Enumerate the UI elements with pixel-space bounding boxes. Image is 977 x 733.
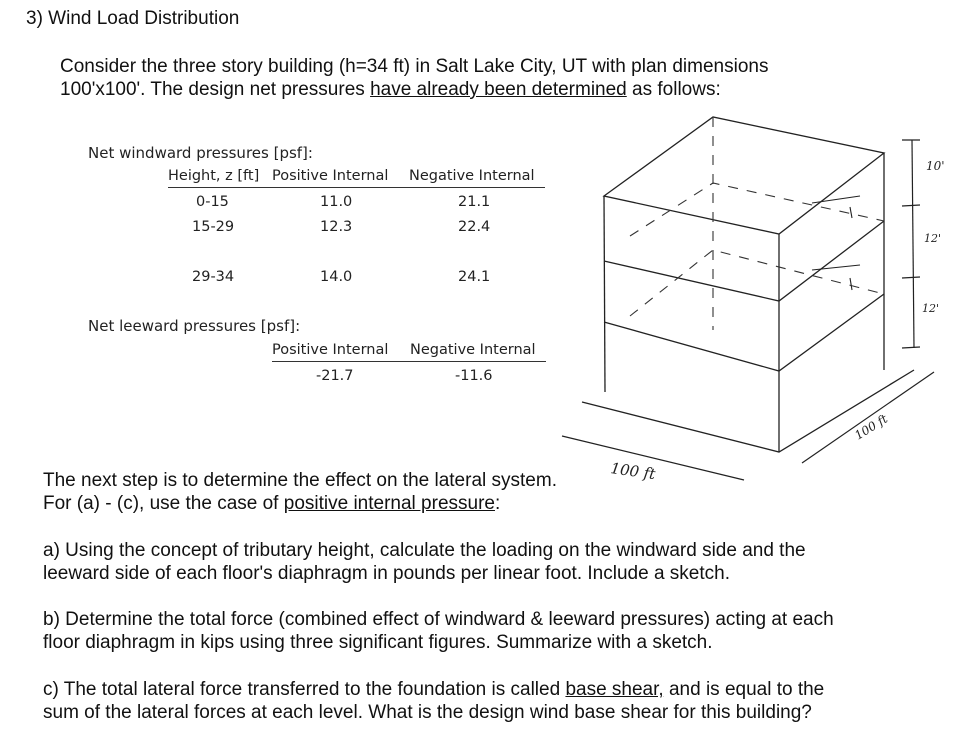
windward-row-2-height: 15-29: [192, 219, 235, 235]
story-label-top: 10': [926, 159, 945, 173]
intro-underlined-phrase: have already been determined: [370, 79, 627, 100]
windward-row-1-positive: 11.0: [320, 194, 353, 210]
windward-header-negative: Negative Internal: [409, 168, 535, 184]
brace-mark-3: [850, 207, 852, 218]
next-step-line-2: [43, 492, 557, 515]
story-label-middle: 12': [924, 232, 942, 245]
windward-row-3-height: 29-34: [192, 269, 235, 285]
windward-header-positive: Positive Internal: [272, 168, 389, 184]
intro-line-1: Consider the three story building (h=34 ft) in Salt Lake City, UT with plan dimensions: [60, 56, 769, 77]
next-step-line-2-suffix: :: [494, 493, 501, 514]
windward-row-2-positive: 12.3: [320, 219, 353, 235]
floor-line-3: [604, 221, 884, 301]
windward-row-2-negative: 22.4: [458, 219, 491, 235]
question-c-line-1: [43, 678, 824, 701]
leeward-header-positive: Positive Internal: [272, 342, 389, 358]
question-a: [43, 539, 806, 585]
problem-heading: 3) Wind Load Distribution: [26, 8, 240, 29]
question-b-line-2: floor diaphragm in kips using three significant figures. Summarize with a sketch.: [43, 632, 713, 653]
question-c-line-2: sum of the lateral forces at each level. What is the design wind base shear for this building?: [43, 702, 812, 723]
height-tick-1: [902, 205, 920, 206]
intro-line-2-prefix: 100'x100'. The design net pressures: [60, 79, 371, 100]
height-tick-2: [902, 277, 920, 278]
side-dimension-line: [802, 372, 934, 463]
leeward-label: Net leeward pressures [psf]:: [88, 317, 301, 335]
brace-mark-2: [812, 265, 860, 270]
question-b-line-1: b) Determine the total force (combined effect of windward & leeward pressures) acting at each: [43, 609, 834, 630]
windward-row-3-positive: 14.0: [320, 269, 353, 285]
windward-row-3-negative: 24.1: [458, 269, 491, 285]
brace-mark-4: [850, 278, 852, 290]
next-step-underlined-phrase: positive internal pressure: [283, 493, 495, 514]
height-dimension-line: [912, 140, 914, 348]
hidden-floor-2: [630, 250, 884, 316]
side-dimension-label: 100 ft: [852, 411, 891, 443]
floor-line-2: [604, 294, 884, 371]
question-b: [43, 608, 834, 654]
front-left-edge: [604, 196, 605, 392]
question-c-line-1-suffix: and is equal to the: [663, 679, 825, 700]
question-a-line-2: leeward side of each floor's diaphragm in pounds per linear foot. Include a sketch.: [43, 563, 730, 584]
windward-header-height: Height, z [ft]: [168, 168, 260, 184]
next-step-line-2-prefix: For (a) - (c), use the case of: [43, 493, 284, 514]
leeward-header-negative: Negative Internal: [410, 342, 536, 358]
story-label-bottom: 12': [922, 302, 940, 315]
base-line: [582, 370, 914, 452]
windward-row-1-negative: 21.1: [458, 194, 491, 210]
next-step-line-1: The next step is to determine the effect on the lateral system.: [43, 470, 557, 491]
question-c: [43, 678, 824, 724]
intro-line-2-suffix: as follows:: [626, 79, 721, 100]
brace-mark-1: [812, 196, 860, 203]
next-step-paragraph: [43, 469, 557, 515]
leeward-positive-value: -21.7: [316, 368, 354, 384]
question-a-line-1: a) Using the concept of tributary height, calculate the loading on the windward side and the: [43, 540, 806, 561]
front-dimension-label: 100 ft: [609, 459, 657, 484]
leeward-negative-value: -11.6: [455, 368, 493, 384]
question-c-underlined-phrase: base shear,: [565, 679, 664, 700]
windward-label: Net windward pressures [psf]:: [88, 144, 313, 162]
windward-row-1-height: 0-15: [196, 194, 229, 210]
height-tick-bottom: [902, 347, 920, 348]
roof-outline: [604, 117, 884, 234]
question-c-line-1-prefix: c) The total lateral force transferred to the foundation is called: [43, 679, 566, 700]
